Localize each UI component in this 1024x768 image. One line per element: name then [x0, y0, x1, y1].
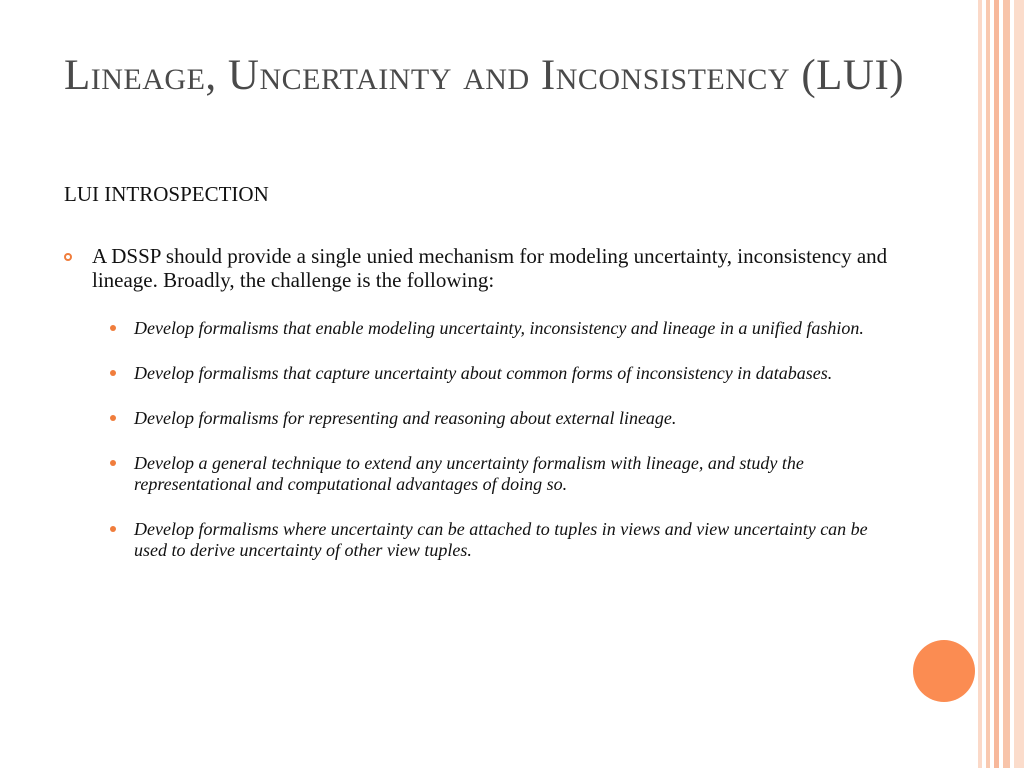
list-item [108, 408, 868, 429]
stripe [978, 0, 982, 768]
sub-bullet-list [108, 318, 868, 561]
stripe [994, 0, 999, 768]
dot-bullet-icon [110, 370, 116, 376]
slide-content [64, 244, 904, 585]
list-item-text: Develop formalisms that capture uncertainty about common forms of inconsistency in databases. [134, 363, 833, 383]
slide-subtitle: LUI INTROSPECTION [64, 182, 269, 206]
dot-bullet-icon [110, 415, 116, 421]
list-item-text: Develop a general technique to extend any uncertainty formalism with lineage, and study the representational and computational advantages of doing so. [134, 453, 804, 494]
list-item [108, 318, 868, 339]
stripe [1014, 0, 1024, 768]
main-bullet-text: A DSSP should provide a single unied mechanism for modeling uncertainty, inconsistency and lineage. Broadly, the challenge is the following: [92, 244, 888, 292]
decorative-circle [913, 640, 975, 702]
list-item [108, 363, 868, 384]
stripe [1003, 0, 1010, 768]
list-item-text: Develop formalisms that enable modeling uncertainty, inconsistency and lineage in a unified fashion. [134, 318, 864, 338]
decorative-stripes [978, 0, 1024, 768]
list-item [108, 519, 868, 561]
main-bullet [64, 244, 904, 292]
dot-bullet-icon [110, 325, 116, 331]
ring-bullet-icon [64, 253, 72, 261]
list-item-text: Develop formalisms for representing and reasoning about external lineage. [134, 408, 677, 428]
list-item [108, 453, 868, 495]
stripe [986, 0, 990, 768]
dot-bullet-icon [110, 526, 116, 532]
slide-title: Lineage, Uncertainty and Inconsistency (LUI) [64, 52, 905, 99]
list-item-text: Develop formalisms where uncertainty can be attached to tuples in views and view uncertainty can be used to derive uncertainty of other view tuples. [134, 519, 868, 560]
dot-bullet-icon [110, 460, 116, 466]
